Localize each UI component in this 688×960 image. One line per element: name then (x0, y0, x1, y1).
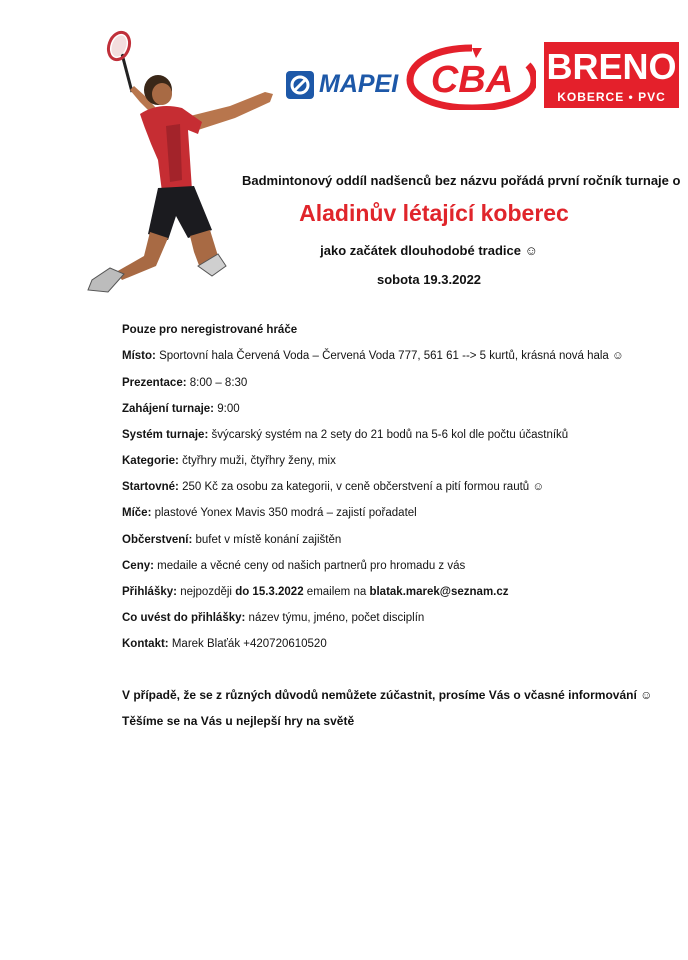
signup-label: Přihlášky: (122, 586, 177, 598)
signup-include-line (122, 612, 424, 624)
farewell-text: Těšíme se na Vás u nejlepší hry na světě (122, 714, 355, 728)
signup-email: blatak.marek@seznam.cz (369, 586, 509, 598)
breno-logo (544, 42, 679, 108)
start-line (122, 403, 240, 415)
balls-label: Míče: (122, 507, 152, 519)
place-value: Sportovní hala Červená Voda – Červená Voda 777, 561 61 --> 5 kurtů, krásná nová hala ☺ (159, 350, 624, 362)
presentation-value: 8:00 – 8:30 (189, 377, 248, 389)
intro-text: Badmintonový oddíl nadšenců bez názvu pořádá první ročník turnaje o (242, 173, 681, 188)
place-line (122, 350, 624, 362)
start-label: Zahájení turnaje: (122, 403, 215, 415)
category-label: Kategorie: (122, 455, 179, 467)
balls-value: plastové Yonex Mavis 350 modrá – zajistí pořadatel (154, 507, 417, 519)
mapei-logo (286, 68, 398, 102)
fee-value: 250 Kč za osobu za kategorii, v ceně občerstvení a pití formou rautů ☺ (182, 481, 545, 493)
prizes-value: medaile a věcné ceny od našich partnerů pro hromadu z vás (157, 560, 466, 572)
tournament-title: Aladinův létající koberec (299, 200, 569, 226)
signup-include-label: Co uvést do přihlášky: (122, 612, 246, 624)
system-value: švýcarský systém na 2 sety do 21 bodů na 5-6 kol dle počtu účastníků (211, 429, 569, 441)
tournament-date: sobota 19.3.2022 (376, 272, 482, 287)
badminton-player-image (70, 30, 280, 295)
cba-logo-text: CBA (430, 59, 514, 101)
start-value: 9:00 (217, 403, 240, 415)
contact-label: Kontakt: (122, 638, 169, 650)
presentation-label: Prezentace: (122, 377, 187, 389)
refreshment-line (122, 534, 341, 546)
mapei-logo-mark (286, 71, 314, 99)
system-label: Systém turnaje: (122, 429, 209, 441)
prizes-line (122, 560, 465, 572)
refreshment-label: Občerstvení: (122, 534, 193, 546)
tradition-text: jako začátek dlouhodobé tradice ☺ (320, 243, 538, 258)
absence-notice: V případě, že se z různých důvodů nemůžete zúčastnit, prosíme Vás o včasné informování ☺ (122, 688, 653, 702)
fee-line (122, 481, 544, 493)
balls-line (122, 507, 417, 519)
system-line (122, 429, 568, 441)
refreshment-value: bufet v místě konání zajištěn (195, 534, 342, 546)
presentation-line (122, 377, 247, 389)
fee-label: Startovné: (122, 481, 179, 493)
contact-value: Marek Blaťák +420720610520 (171, 638, 327, 650)
breno-logo-tagline: KOBERCE • PVC (557, 90, 666, 104)
signup-deadline: do 15.3.2022 (235, 586, 304, 598)
signup-line: Přihlášky: nejpozději do 15.3.2022 emailem na blatak.marek@seznam.cz (122, 586, 509, 598)
contact-line (122, 638, 327, 650)
category-value: čtyřhry muži, čtyřhry ženy, mix (182, 455, 336, 467)
cba-logo (406, 44, 536, 110)
breno-logo-name: BRENO (546, 46, 677, 87)
prizes-label: Ceny: (122, 560, 154, 572)
signup-include-value: název týmu, jméno, počet disciplín (248, 612, 425, 624)
category-line (122, 455, 336, 467)
place-label: Místo: (122, 350, 156, 362)
restriction-line: Pouze pro neregistrované hráče (122, 324, 298, 336)
mapei-logo-text: MAPEI (319, 70, 399, 98)
